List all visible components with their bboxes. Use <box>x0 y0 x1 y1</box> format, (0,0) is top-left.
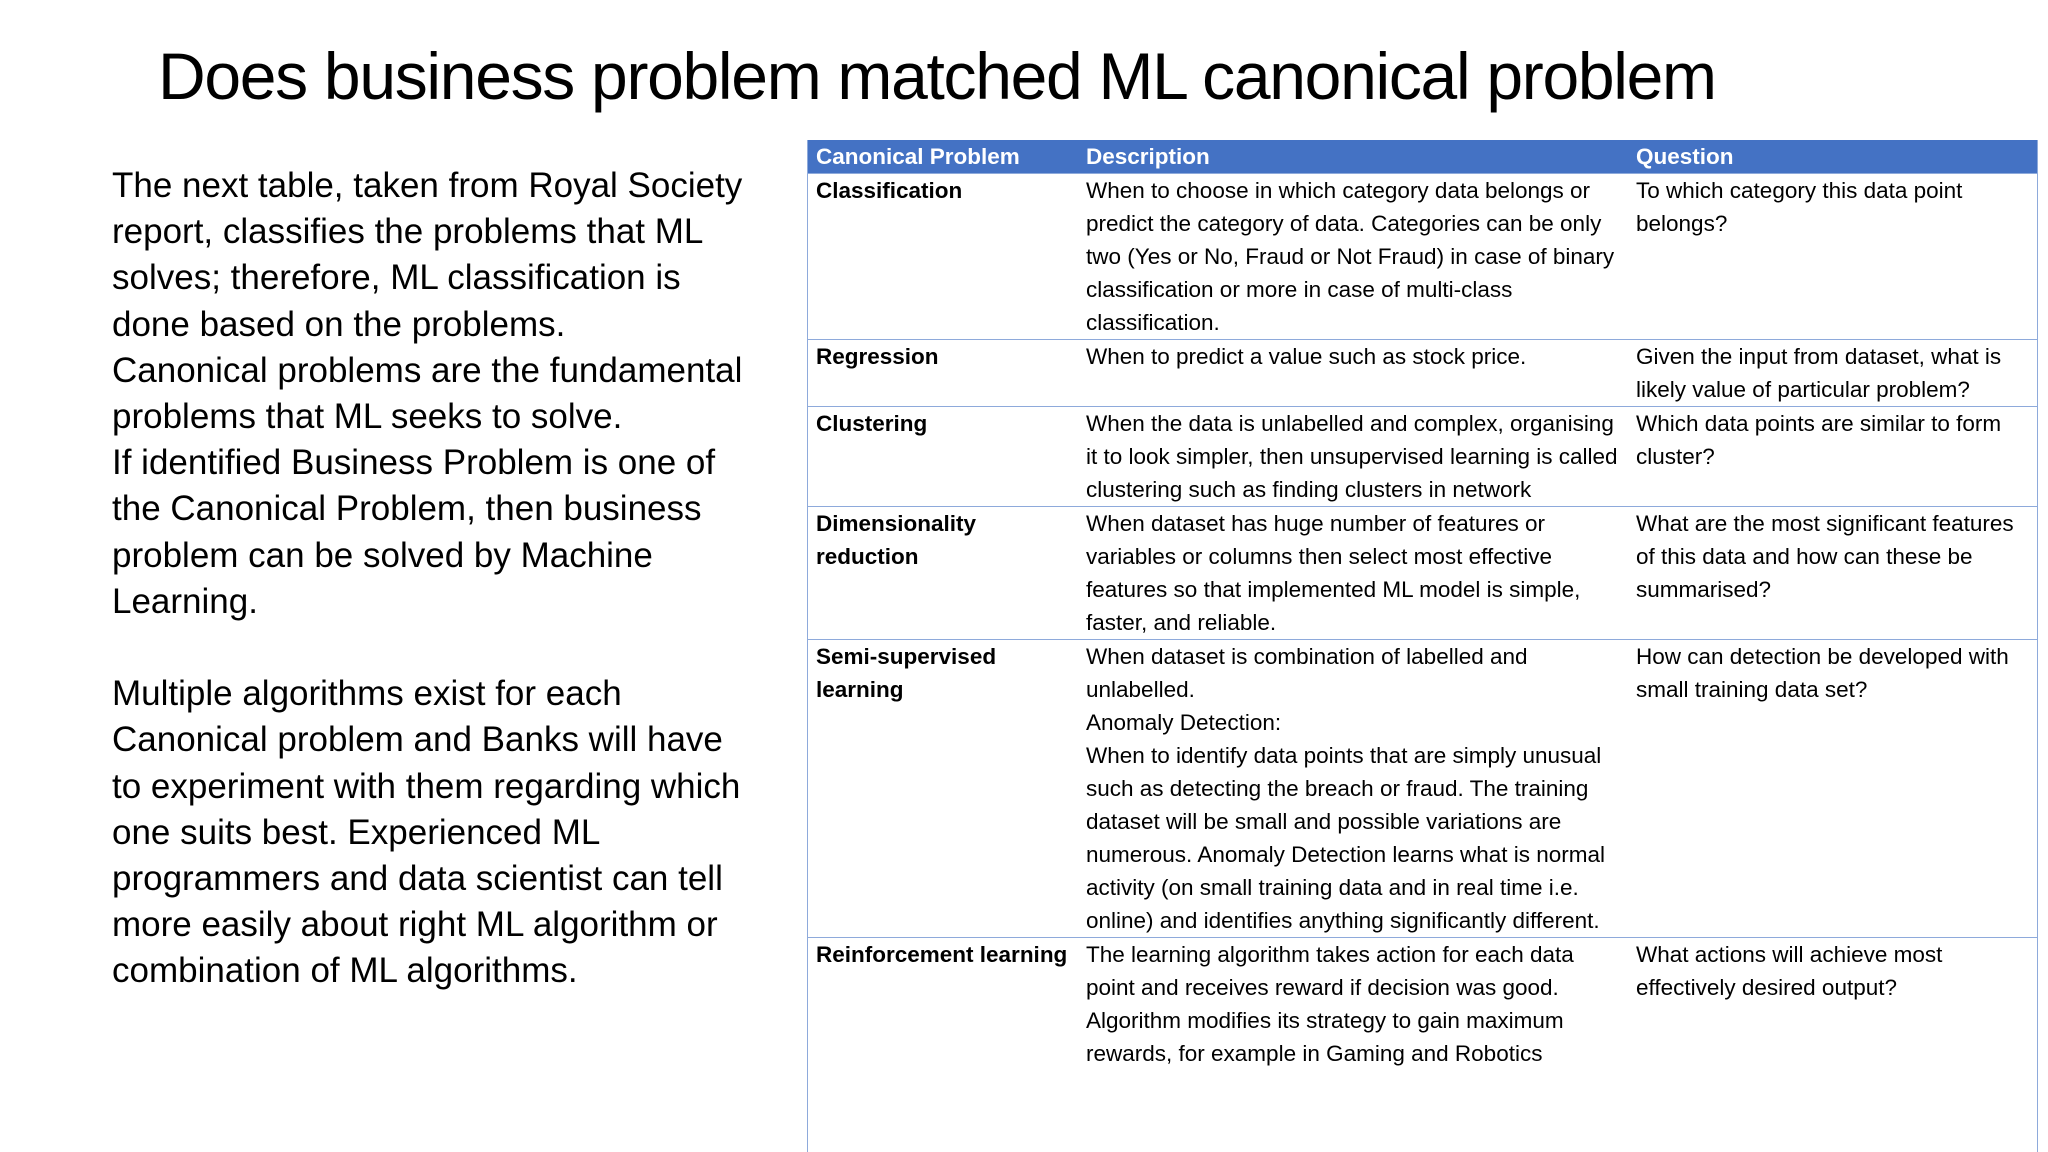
table-header-row <box>808 140 2038 174</box>
row-question: What are the most significant features of this data and how can these be summarised? <box>1628 507 2038 640</box>
row-description: When to choose in which category data belongs or predict the category of data. Categories can be only two (Yes or No, Fraud or Not Fraud) in case of binary classification or more in case of multi-class classification. <box>1078 174 1628 340</box>
table-row <box>808 640 2038 938</box>
description-line: When dataset is combination of labelled and unlabelled. <box>1086 644 1528 702</box>
row-description: When dataset has huge number of features or variables or columns then select most effective features so that implemented ML model is simple, faster, and reliable. <box>1078 507 1628 640</box>
table-row <box>808 340 2038 407</box>
table-row <box>808 174 2038 340</box>
header-question: Question <box>1628 140 2038 174</box>
row-problem: Semi-supervised learning <box>808 640 1078 938</box>
description-line: When to identify data points that are simply unusual such as detecting the breach or fraud. The training dataset will be small and possible variations are numerous. Anomaly Detection learns what is normal activity (on small training data and in real time i.e. online) and identifies anything significantly different. <box>1086 743 1605 933</box>
row-question: What actions will achieve most effectively desired output? <box>1628 938 2038 1071</box>
row-question: Given the input from dataset, what is likely value of particular problem? <box>1628 340 2038 407</box>
row-description <box>1078 640 1628 938</box>
row-question: Which data points are similar to form cluster? <box>1628 407 2038 507</box>
table-row <box>808 938 2038 1071</box>
table <box>808 140 2038 1070</box>
left-text-block <box>112 163 752 995</box>
row-problem: Clustering <box>808 407 1078 507</box>
paragraph-business-problem: If identified Business Problem is one of the Canonical Problem, then business problem can be solved by Machine Learning. <box>112 443 716 621</box>
table-row <box>808 507 2038 640</box>
row-problem: Classification <box>808 174 1078 340</box>
row-description: When to predict a value such as stock price. <box>1078 340 1628 407</box>
header-description: Description <box>1078 140 1628 174</box>
row-description: When the data is unlabelled and complex, organising it to look simpler, then unsupervised learning is called clustering such as finding clusters in network <box>1078 407 1628 507</box>
paragraph-royal-society: The next table, taken from Royal Society report, classifies the problems that ML solves; therefore, ML classification is done based on the problems. <box>112 166 743 344</box>
row-problem: Regression <box>808 340 1078 407</box>
slide-title: Does business problem matched ML canonical problem <box>158 39 1716 113</box>
row-problem: Dimensionality reduction <box>808 507 1078 640</box>
row-question: To which category this data point belongs? <box>1628 174 2038 340</box>
description-line: Anomaly Detection: <box>1086 710 1282 735</box>
table-row <box>808 407 2038 507</box>
row-question: How can detection be developed with small training data set? <box>1628 640 2038 938</box>
canonical-problem-table <box>807 140 2038 1152</box>
paragraph-multiple-algorithms: Multiple algorithms exist for each Canonical problem and Banks will have to experiment with them regarding which one suits best. Experienced ML programmers and data scientist can tell more easily about right ML algorithm or combination of ML algorithms. <box>112 674 741 991</box>
row-description: The learning algorithm takes action for each data point and receives reward if decision was good. Algorithm modifies its strategy to gain maximum rewards, for example in Gaming and Robotics <box>1078 938 1628 1071</box>
row-problem: Reinforcement learning <box>808 938 1078 1071</box>
header-canonical-problem: Canonical Problem <box>808 140 1078 174</box>
paragraph-spacer <box>112 625 752 671</box>
paragraph-canonical-problems: Canonical problems are the fundamental problems that ML seeks to solve. <box>112 350 743 437</box>
